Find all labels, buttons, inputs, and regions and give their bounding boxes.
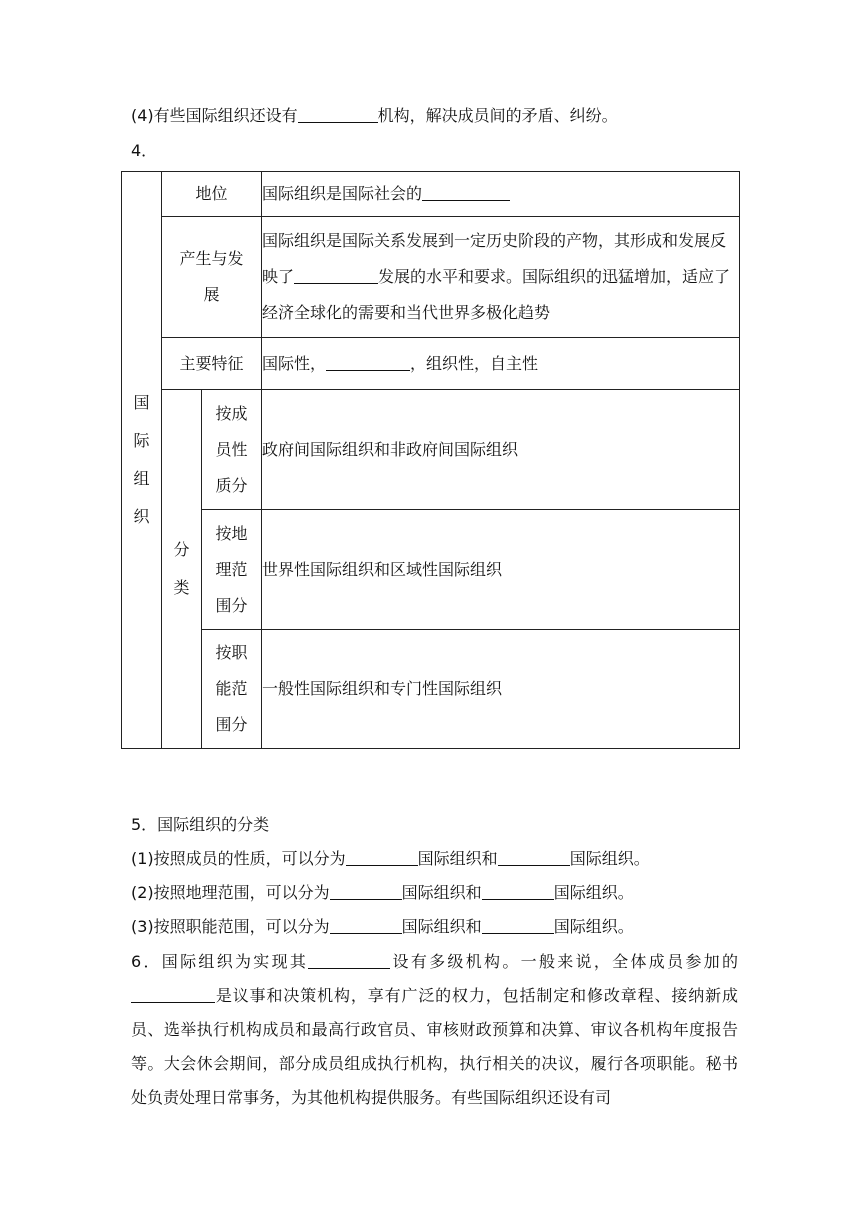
fill-blank[interactable]: [346, 849, 418, 866]
classify-label: 分类: [162, 390, 202, 749]
row-content-features: 国际性， ，组织性，自主性: [262, 338, 740, 390]
item-4-text-post: 机构，解决成员间的矛盾、纠纷。: [377, 106, 618, 125]
fill-blank[interactable]: [308, 952, 390, 969]
fill-blank[interactable]: [294, 267, 378, 284]
row-content-by-member: 政府间国际组织和非政府间国际组织: [262, 390, 740, 510]
fill-blank[interactable]: [482, 883, 554, 900]
intl-org-table: [121, 171, 740, 749]
fill-blank[interactable]: [482, 917, 554, 934]
section-5-line-1: (1)按照成员的性质，可以分为 国际组织和 国际组织。: [131, 849, 650, 868]
section-5-title: 5．国际组织的分类: [131, 815, 270, 834]
section-5-line-3: (3)按照职能范围，可以分为 国际组织和 国际组织。: [131, 917, 634, 936]
fill-blank[interactable]: [298, 106, 378, 123]
row-label-status: 地位: [162, 172, 262, 217]
row-label-by-member: 按成员性质分: [202, 390, 262, 510]
row-label-origin: 产生与发展: [162, 217, 262, 338]
fill-blank[interactable]: [326, 354, 410, 371]
fill-blank[interactable]: [498, 849, 570, 866]
row-content-by-function: 一般性国际组织和专门性国际组织: [262, 630, 740, 749]
row-label-features: 主要特征: [162, 338, 262, 390]
section-6-paragraph: 6．国际组织为实现其 设有多级机构。一般来说，全体成员参加的是议事和决策机构，享有广泛的权力，包括制定和修改章程、接纳新成员、选举执行机构成员和最高行政官员、审核财政预算和决算、审议各机构年度报告等。大会休会期间，部分成员组成执行机构，执行相关的决议，履行各项职能。秘书处负责处理日常事务，为其他机构提供服务。有些国际组织还设有司: [131, 952, 738, 1107]
fill-blank[interactable]: [131, 986, 215, 1003]
row-content-status: 国际组织是国际社会的: [262, 172, 740, 217]
fill-blank[interactable]: [422, 184, 510, 201]
fill-blank[interactable]: [330, 883, 402, 900]
row-label-by-region: 按地理范围分: [202, 510, 262, 630]
question-number-4: 4．: [131, 141, 158, 160]
section-5-line-2: (2)按照地理范围，可以分为 国际组织和 国际组织。: [131, 883, 634, 902]
item-4-line: [131, 106, 618, 126]
item-4-text-pre: (4)有些国际组织还设有: [131, 106, 298, 125]
row-content-by-region: 世界性国际组织和区域性国际组织: [262, 510, 740, 630]
row-content-origin: 国际组织是国际关系发展到一定历史阶段的产物，其形成和发展反映了 发展的水平和要求。国际组织的迅猛增加，适应了经济全球化的需要和当代世界多极化趋势: [262, 217, 740, 338]
table-main-label: 国际组织: [122, 172, 162, 749]
fill-blank[interactable]: [330, 917, 402, 934]
row-label-by-function: 按职能范围分: [202, 630, 262, 749]
